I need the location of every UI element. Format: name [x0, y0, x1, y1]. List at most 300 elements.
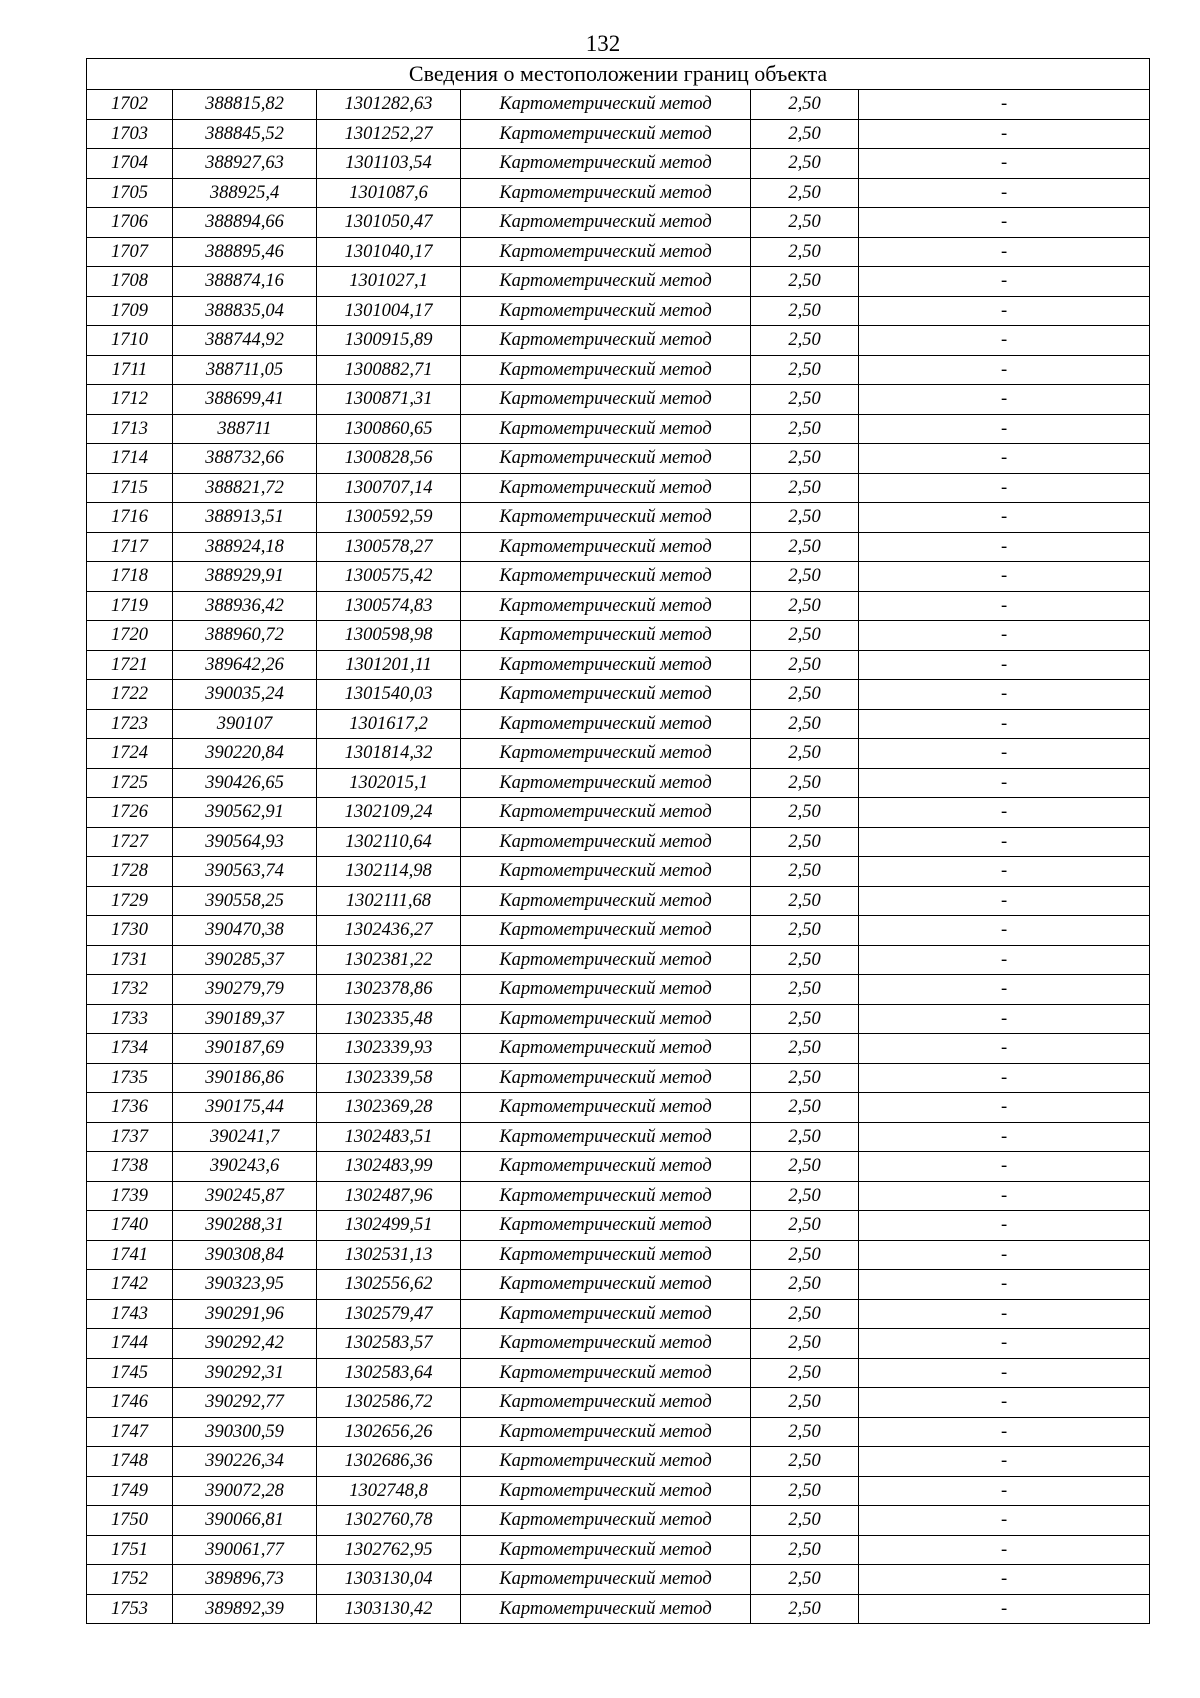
description-cell: - — [859, 237, 1150, 267]
accuracy-cell: 2,50 — [751, 1093, 859, 1123]
x-coordinate-cell: 388913,51 — [173, 503, 317, 533]
table-row — [87, 562, 1150, 592]
point-number-cell: 1718 — [87, 562, 173, 592]
method-cell: Картометрический метод — [461, 385, 751, 415]
y-coordinate-cell: 1301050,47 — [317, 208, 461, 238]
accuracy-cell: 2,50 — [751, 650, 859, 680]
point-number-cell: 1708 — [87, 267, 173, 297]
description-cell: - — [859, 1093, 1150, 1123]
x-coordinate-cell: 389896,73 — [173, 1565, 317, 1595]
description-cell: - — [859, 1565, 1150, 1595]
y-coordinate-cell: 1301201,11 — [317, 650, 461, 680]
point-number-cell: 1713 — [87, 414, 173, 444]
method-cell: Картометрический метод — [461, 503, 751, 533]
accuracy-cell: 2,50 — [751, 798, 859, 828]
accuracy-cell: 2,50 — [751, 326, 859, 356]
description-cell: - — [859, 680, 1150, 710]
y-coordinate-cell: 1300575,42 — [317, 562, 461, 592]
table-row — [87, 1299, 1150, 1329]
x-coordinate-cell: 390292,31 — [173, 1358, 317, 1388]
point-number-cell: 1728 — [87, 857, 173, 887]
method-cell: Картометрический метод — [461, 1535, 751, 1565]
description-cell: - — [859, 857, 1150, 887]
x-coordinate-cell: 390186,86 — [173, 1063, 317, 1093]
y-coordinate-cell: 1301617,2 — [317, 709, 461, 739]
description-cell: - — [859, 1299, 1150, 1329]
method-cell: Картометрический метод — [461, 1063, 751, 1093]
x-coordinate-cell: 388895,46 — [173, 237, 317, 267]
table-row — [87, 296, 1150, 326]
accuracy-cell: 2,50 — [751, 1447, 859, 1477]
accuracy-cell: 2,50 — [751, 208, 859, 238]
point-number-cell: 1747 — [87, 1417, 173, 1447]
table-row — [87, 1093, 1150, 1123]
x-coordinate-cell: 390323,95 — [173, 1270, 317, 1300]
table-row — [87, 1181, 1150, 1211]
x-coordinate-cell: 388815,82 — [173, 90, 317, 120]
y-coordinate-cell: 1302762,95 — [317, 1535, 461, 1565]
table-row — [87, 1565, 1150, 1595]
accuracy-cell: 2,50 — [751, 1535, 859, 1565]
point-number-cell: 1749 — [87, 1476, 173, 1506]
method-cell: Картометрический метод — [461, 916, 751, 946]
accuracy-cell: 2,50 — [751, 1152, 859, 1182]
table-row — [87, 90, 1150, 120]
method-cell: Картометрический метод — [461, 1181, 751, 1211]
accuracy-cell: 2,50 — [751, 621, 859, 651]
method-cell: Картометрический метод — [461, 1152, 751, 1182]
description-cell: - — [859, 916, 1150, 946]
table-title: Сведения о местоположении границ объекта — [87, 59, 1150, 90]
accuracy-cell: 2,50 — [751, 1476, 859, 1506]
y-coordinate-cell: 1303130,42 — [317, 1594, 461, 1624]
y-coordinate-cell: 1302583,57 — [317, 1329, 461, 1359]
x-coordinate-cell: 390292,77 — [173, 1388, 317, 1418]
table-row — [87, 1594, 1150, 1624]
table-row — [87, 444, 1150, 474]
method-cell: Картометрический метод — [461, 473, 751, 503]
x-coordinate-cell: 390564,93 — [173, 827, 317, 857]
description-cell: - — [859, 1506, 1150, 1536]
accuracy-cell: 2,50 — [751, 503, 859, 533]
point-number-cell: 1714 — [87, 444, 173, 474]
point-number-cell: 1737 — [87, 1122, 173, 1152]
description-cell: - — [859, 1211, 1150, 1241]
description-cell: - — [859, 562, 1150, 592]
description-cell: - — [859, 1122, 1150, 1152]
method-cell: Картометрический метод — [461, 1299, 751, 1329]
y-coordinate-cell: 1302656,26 — [317, 1417, 461, 1447]
y-coordinate-cell: 1300860,65 — [317, 414, 461, 444]
method-cell: Картометрический метод — [461, 267, 751, 297]
x-coordinate-cell: 388894,66 — [173, 208, 317, 238]
accuracy-cell: 2,50 — [751, 591, 859, 621]
x-coordinate-cell: 389892,39 — [173, 1594, 317, 1624]
table-row — [87, 1152, 1150, 1182]
table-row — [87, 473, 1150, 503]
description-cell: - — [859, 1152, 1150, 1182]
table-row — [87, 355, 1150, 385]
x-coordinate-cell: 390285,37 — [173, 945, 317, 975]
description-cell: - — [859, 90, 1150, 120]
x-coordinate-cell: 390292,42 — [173, 1329, 317, 1359]
point-number-cell: 1720 — [87, 621, 173, 651]
method-cell: Картометрический метод — [461, 650, 751, 680]
description-cell: - — [859, 326, 1150, 356]
accuracy-cell: 2,50 — [751, 1211, 859, 1241]
table-row — [87, 1063, 1150, 1093]
method-cell: Картометрический метод — [461, 1565, 751, 1595]
method-cell: Картометрический метод — [461, 1506, 751, 1536]
y-coordinate-cell: 1302531,13 — [317, 1240, 461, 1270]
y-coordinate-cell: 1302335,48 — [317, 1004, 461, 1034]
accuracy-cell: 2,50 — [751, 385, 859, 415]
accuracy-cell: 2,50 — [751, 857, 859, 887]
accuracy-cell: 2,50 — [751, 1358, 859, 1388]
y-coordinate-cell: 1302110,64 — [317, 827, 461, 857]
description-cell: - — [859, 1329, 1150, 1359]
description-cell: - — [859, 1240, 1150, 1270]
method-cell: Картометрический метод — [461, 945, 751, 975]
x-coordinate-cell: 388936,42 — [173, 591, 317, 621]
accuracy-cell: 2,50 — [751, 945, 859, 975]
table-row — [87, 178, 1150, 208]
page-number: 132 — [585, 31, 621, 56]
method-cell: Картометрический метод — [461, 1270, 751, 1300]
y-coordinate-cell: 1302748,8 — [317, 1476, 461, 1506]
method-cell: Картометрический метод — [461, 621, 751, 651]
accuracy-cell: 2,50 — [751, 680, 859, 710]
point-number-cell: 1736 — [87, 1093, 173, 1123]
point-number-cell: 1744 — [87, 1329, 173, 1359]
x-coordinate-cell: 388699,41 — [173, 385, 317, 415]
point-number-cell: 1726 — [87, 798, 173, 828]
table-row — [87, 1240, 1150, 1270]
y-coordinate-cell: 1300828,56 — [317, 444, 461, 474]
point-number-cell: 1742 — [87, 1270, 173, 1300]
description-cell: - — [859, 1004, 1150, 1034]
accuracy-cell: 2,50 — [751, 149, 859, 179]
method-cell: Картометрический метод — [461, 1211, 751, 1241]
x-coordinate-cell: 390300,59 — [173, 1417, 317, 1447]
y-coordinate-cell: 1302339,93 — [317, 1034, 461, 1064]
accuracy-cell: 2,50 — [751, 886, 859, 916]
accuracy-cell: 2,50 — [751, 119, 859, 149]
y-coordinate-cell: 1302378,86 — [317, 975, 461, 1005]
y-coordinate-cell: 1302483,51 — [317, 1122, 461, 1152]
table-row — [87, 1476, 1150, 1506]
point-number-cell: 1753 — [87, 1594, 173, 1624]
method-cell: Картометрический метод — [461, 1004, 751, 1034]
y-coordinate-cell: 1302579,47 — [317, 1299, 461, 1329]
point-number-cell: 1750 — [87, 1506, 173, 1536]
table-row — [87, 532, 1150, 562]
method-cell: Картометрический метод — [461, 119, 751, 149]
x-coordinate-cell: 390187,69 — [173, 1034, 317, 1064]
x-coordinate-cell: 390241,7 — [173, 1122, 317, 1152]
table-row — [87, 1211, 1150, 1241]
accuracy-cell: 2,50 — [751, 1122, 859, 1152]
accuracy-cell: 2,50 — [751, 827, 859, 857]
table-row — [87, 1329, 1150, 1359]
accuracy-cell: 2,50 — [751, 1004, 859, 1034]
method-cell: Картометрический метод — [461, 444, 751, 474]
accuracy-cell: 2,50 — [751, 1299, 859, 1329]
x-coordinate-cell: 390279,79 — [173, 975, 317, 1005]
point-number-cell: 1705 — [87, 178, 173, 208]
x-coordinate-cell: 390562,91 — [173, 798, 317, 828]
accuracy-cell: 2,50 — [751, 1594, 859, 1624]
point-number-cell: 1710 — [87, 326, 173, 356]
method-cell: Картометрический метод — [461, 768, 751, 798]
description-cell: - — [859, 1181, 1150, 1211]
method-cell: Картометрический метод — [461, 1417, 751, 1447]
table-row — [87, 798, 1150, 828]
description-cell: - — [859, 591, 1150, 621]
method-cell: Картометрический метод — [461, 562, 751, 592]
y-coordinate-cell: 1302111,68 — [317, 886, 461, 916]
description-cell: - — [859, 444, 1150, 474]
y-coordinate-cell: 1300598,98 — [317, 621, 461, 651]
method-cell: Картометрический метод — [461, 1240, 751, 1270]
method-cell: Картометрический метод — [461, 975, 751, 1005]
table-row — [87, 237, 1150, 267]
x-coordinate-cell: 388744,92 — [173, 326, 317, 356]
method-cell: Картометрический метод — [461, 1034, 751, 1064]
y-coordinate-cell: 1302760,78 — [317, 1506, 461, 1536]
accuracy-cell: 2,50 — [751, 296, 859, 326]
point-number-cell: 1724 — [87, 739, 173, 769]
table-row — [87, 621, 1150, 651]
boundary-coordinates-table — [86, 58, 1150, 1624]
accuracy-cell: 2,50 — [751, 355, 859, 385]
x-coordinate-cell: 388845,52 — [173, 119, 317, 149]
description-cell: - — [859, 119, 1150, 149]
accuracy-cell: 2,50 — [751, 414, 859, 444]
accuracy-cell: 2,50 — [751, 1240, 859, 1270]
point-number-cell: 1704 — [87, 149, 173, 179]
y-coordinate-cell: 1302487,96 — [317, 1181, 461, 1211]
description-cell: - — [859, 178, 1150, 208]
description-cell: - — [859, 650, 1150, 680]
accuracy-cell: 2,50 — [751, 1565, 859, 1595]
accuracy-cell: 2,50 — [751, 562, 859, 592]
x-coordinate-cell: 390308,84 — [173, 1240, 317, 1270]
description-cell: - — [859, 296, 1150, 326]
method-cell: Картометрический метод — [461, 591, 751, 621]
x-coordinate-cell: 390563,74 — [173, 857, 317, 887]
method-cell: Картометрический метод — [461, 739, 751, 769]
y-coordinate-cell: 1301282,63 — [317, 90, 461, 120]
description-cell: - — [859, 1270, 1150, 1300]
method-cell: Картометрический метод — [461, 296, 751, 326]
method-cell: Картометрический метод — [461, 1329, 751, 1359]
x-coordinate-cell: 390189,37 — [173, 1004, 317, 1034]
y-coordinate-cell: 1301040,17 — [317, 237, 461, 267]
x-coordinate-cell: 390558,25 — [173, 886, 317, 916]
method-cell: Картометрический метод — [461, 1122, 751, 1152]
point-number-cell: 1712 — [87, 385, 173, 415]
accuracy-cell: 2,50 — [751, 975, 859, 1005]
table-row — [87, 149, 1150, 179]
x-coordinate-cell: 388960,72 — [173, 621, 317, 651]
description-cell: - — [859, 1417, 1150, 1447]
x-coordinate-cell: 390288,31 — [173, 1211, 317, 1241]
point-number-cell: 1706 — [87, 208, 173, 238]
accuracy-cell: 2,50 — [751, 1270, 859, 1300]
y-coordinate-cell: 1302586,72 — [317, 1388, 461, 1418]
y-coordinate-cell: 1300871,31 — [317, 385, 461, 415]
y-coordinate-cell: 1302483,99 — [317, 1152, 461, 1182]
y-coordinate-cell: 1301103,54 — [317, 149, 461, 179]
x-coordinate-cell: 390226,34 — [173, 1447, 317, 1477]
table-row — [87, 975, 1150, 1005]
y-coordinate-cell: 1302499,51 — [317, 1211, 461, 1241]
table-row — [87, 916, 1150, 946]
method-cell: Картометрический метод — [461, 798, 751, 828]
y-coordinate-cell: 1302114,98 — [317, 857, 461, 887]
y-coordinate-cell: 1302436,27 — [317, 916, 461, 946]
x-coordinate-cell: 390035,24 — [173, 680, 317, 710]
y-coordinate-cell: 1300592,59 — [317, 503, 461, 533]
point-number-cell: 1730 — [87, 916, 173, 946]
description-cell: - — [859, 208, 1150, 238]
method-cell: Картометрический метод — [461, 149, 751, 179]
accuracy-cell: 2,50 — [751, 532, 859, 562]
accuracy-cell: 2,50 — [751, 1034, 859, 1064]
y-coordinate-cell: 1302369,28 — [317, 1093, 461, 1123]
point-number-cell: 1752 — [87, 1565, 173, 1595]
accuracy-cell: 2,50 — [751, 267, 859, 297]
y-coordinate-cell: 1303130,04 — [317, 1565, 461, 1595]
method-cell: Картометрический метод — [461, 1093, 751, 1123]
x-coordinate-cell: 390061,77 — [173, 1535, 317, 1565]
description-cell: - — [859, 385, 1150, 415]
y-coordinate-cell: 1300707,14 — [317, 473, 461, 503]
table-row — [87, 680, 1150, 710]
method-cell: Картометрический метод — [461, 326, 751, 356]
point-number-cell: 1716 — [87, 503, 173, 533]
table-row — [87, 1447, 1150, 1477]
description-cell: - — [859, 975, 1150, 1005]
point-number-cell: 1725 — [87, 768, 173, 798]
point-number-cell: 1702 — [87, 90, 173, 120]
x-coordinate-cell: 390291,96 — [173, 1299, 317, 1329]
x-coordinate-cell: 388821,72 — [173, 473, 317, 503]
y-coordinate-cell: 1300574,83 — [317, 591, 461, 621]
y-coordinate-cell: 1301004,17 — [317, 296, 461, 326]
accuracy-cell: 2,50 — [751, 768, 859, 798]
x-coordinate-cell: 388924,18 — [173, 532, 317, 562]
description-cell: - — [859, 355, 1150, 385]
point-number-cell: 1731 — [87, 945, 173, 975]
table-row — [87, 1034, 1150, 1064]
y-coordinate-cell: 1302015,1 — [317, 768, 461, 798]
table-row — [87, 1388, 1150, 1418]
x-coordinate-cell: 390175,44 — [173, 1093, 317, 1123]
point-number-cell: 1721 — [87, 650, 173, 680]
description-cell: - — [859, 414, 1150, 444]
table-row — [87, 1004, 1150, 1034]
method-cell: Картометрический метод — [461, 178, 751, 208]
method-cell: Картометрический метод — [461, 414, 751, 444]
table-row — [87, 1417, 1150, 1447]
y-coordinate-cell: 1301087,6 — [317, 178, 461, 208]
x-coordinate-cell: 390107 — [173, 709, 317, 739]
y-coordinate-cell: 1302686,36 — [317, 1447, 461, 1477]
x-coordinate-cell: 390220,84 — [173, 739, 317, 769]
point-number-cell: 1751 — [87, 1535, 173, 1565]
point-number-cell: 1711 — [87, 355, 173, 385]
description-cell: - — [859, 1388, 1150, 1418]
point-number-cell: 1729 — [87, 886, 173, 916]
method-cell: Картометрический метод — [461, 680, 751, 710]
method-cell: Картометрический метод — [461, 1388, 751, 1418]
method-cell: Картометрический метод — [461, 1476, 751, 1506]
x-coordinate-cell: 389642,26 — [173, 650, 317, 680]
table-title-row — [87, 59, 1150, 90]
table-row — [87, 768, 1150, 798]
table-row — [87, 208, 1150, 238]
method-cell: Картометрический метод — [461, 237, 751, 267]
x-coordinate-cell: 388929,91 — [173, 562, 317, 592]
description-cell: - — [859, 945, 1150, 975]
table-row — [87, 385, 1150, 415]
table-row — [87, 650, 1150, 680]
point-number-cell: 1740 — [87, 1211, 173, 1241]
x-coordinate-cell: 390245,87 — [173, 1181, 317, 1211]
method-cell: Картометрический метод — [461, 827, 751, 857]
y-coordinate-cell: 1301540,03 — [317, 680, 461, 710]
point-number-cell: 1735 — [87, 1063, 173, 1093]
table-row — [87, 1506, 1150, 1536]
accuracy-cell: 2,50 — [751, 237, 859, 267]
accuracy-cell: 2,50 — [751, 1063, 859, 1093]
y-coordinate-cell: 1302109,24 — [317, 798, 461, 828]
table-row — [87, 1358, 1150, 1388]
y-coordinate-cell: 1300578,27 — [317, 532, 461, 562]
table-row — [87, 119, 1150, 149]
table-row — [87, 857, 1150, 887]
table-row — [87, 827, 1150, 857]
description-cell: - — [859, 1447, 1150, 1477]
point-number-cell: 1719 — [87, 591, 173, 621]
accuracy-cell: 2,50 — [751, 90, 859, 120]
table-row — [87, 503, 1150, 533]
description-cell: - — [859, 709, 1150, 739]
x-coordinate-cell: 388925,4 — [173, 178, 317, 208]
point-number-cell: 1707 — [87, 237, 173, 267]
accuracy-cell: 2,50 — [751, 178, 859, 208]
table-row — [87, 1535, 1150, 1565]
point-number-cell: 1741 — [87, 1240, 173, 1270]
point-number-cell: 1748 — [87, 1447, 173, 1477]
point-number-cell: 1717 — [87, 532, 173, 562]
accuracy-cell: 2,50 — [751, 473, 859, 503]
y-coordinate-cell: 1301027,1 — [317, 267, 461, 297]
table-row — [87, 886, 1150, 916]
y-coordinate-cell: 1300882,71 — [317, 355, 461, 385]
description-cell: - — [859, 1476, 1150, 1506]
x-coordinate-cell: 388711 — [173, 414, 317, 444]
x-coordinate-cell: 390243,6 — [173, 1152, 317, 1182]
point-number-cell: 1734 — [87, 1034, 173, 1064]
table-row — [87, 326, 1150, 356]
point-number-cell: 1722 — [87, 680, 173, 710]
y-coordinate-cell: 1302556,62 — [317, 1270, 461, 1300]
point-number-cell: 1738 — [87, 1152, 173, 1182]
y-coordinate-cell: 1300915,89 — [317, 326, 461, 356]
